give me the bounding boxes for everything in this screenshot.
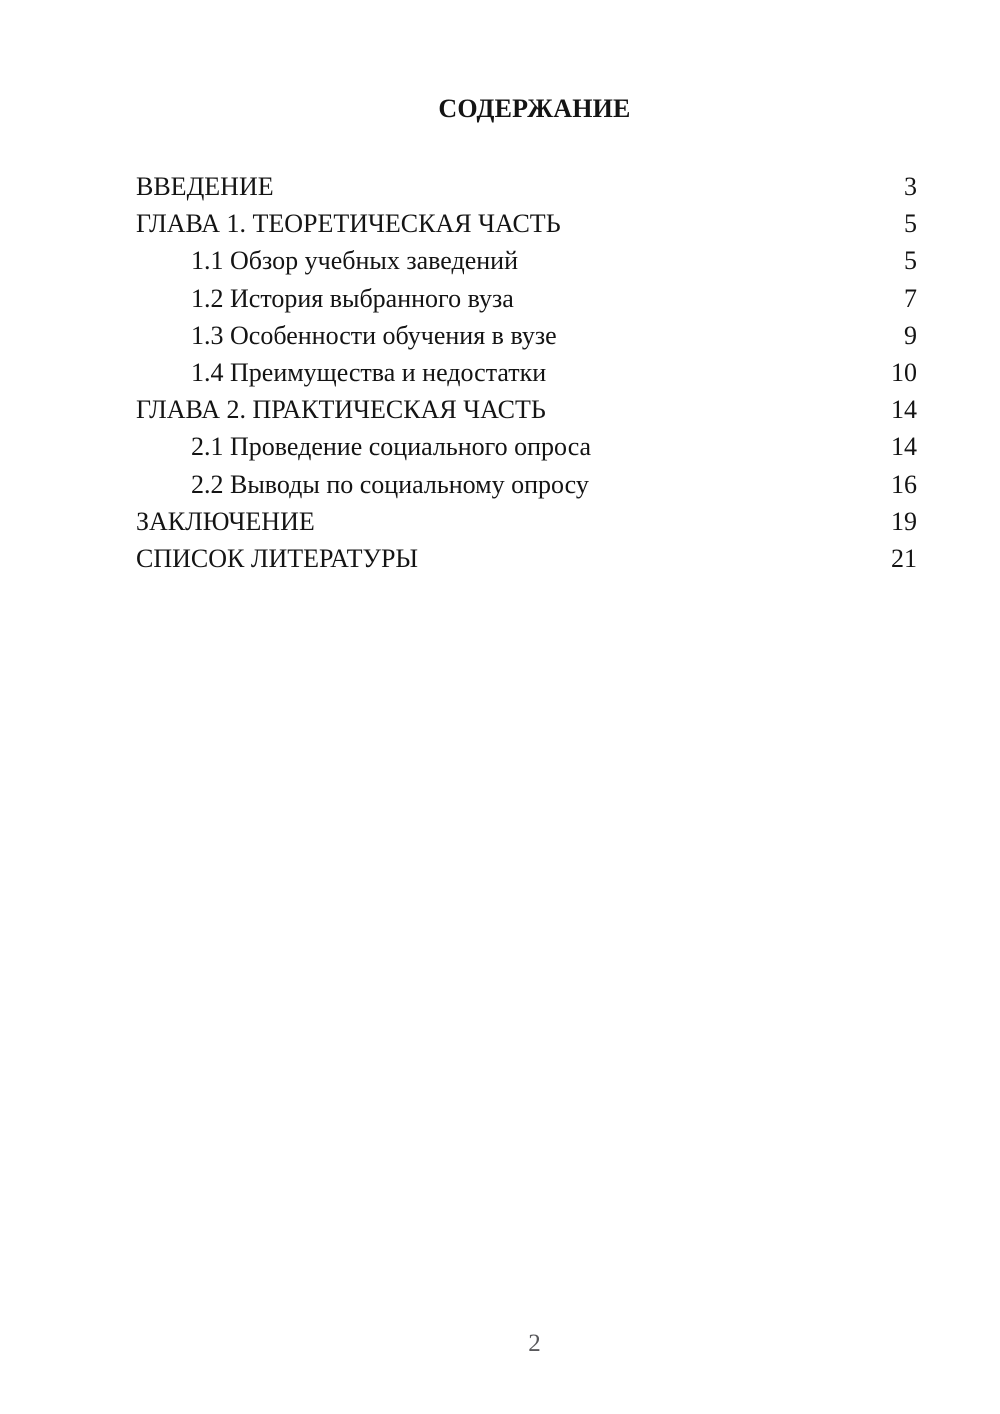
toc-entry-label: 2.1 Проведение социального опроса xyxy=(191,432,592,462)
toc-entry-label: ГЛАВА 1. ТЕОРЕТИЧЕСКАЯ ЧАСТЬ xyxy=(136,209,561,239)
page-title: СОДЕРЖАНИЕ xyxy=(438,94,631,123)
toc-entry xyxy=(136,242,917,279)
toc-entry-label: ГЛАВА 2. ПРАКТИЧЕСКАЯ ЧАСТЬ xyxy=(136,395,546,425)
toc-entry-label: 1.1 Обзор учебных заведений xyxy=(191,246,518,276)
toc-entry xyxy=(136,317,917,354)
toc-entry-label: 2.2 Выводы по социальному опросу xyxy=(191,469,589,499)
toc-entry xyxy=(136,428,917,465)
toc-entry xyxy=(136,205,917,242)
toc-entry-label: ЗАКЛЮЧЕНИЕ xyxy=(136,506,315,536)
toc-entry-page-number: 10 xyxy=(891,357,917,387)
toc-entry-page-number: 14 xyxy=(891,432,917,462)
toc-entry xyxy=(136,280,917,317)
toc-entry-label: 1.3 Особенности обучения в вузе xyxy=(191,320,557,350)
toc-entry xyxy=(136,168,917,205)
toc-entry-label: 1.4 Преимущества и недостатки xyxy=(191,357,547,387)
toc-entry-page-number: 21 xyxy=(891,543,917,573)
toc-entry-page-number: 16 xyxy=(891,469,917,499)
toc-entry-label: ВВЕДЕНИЕ xyxy=(136,172,274,201)
toc-entry-page-number: 3 xyxy=(904,172,917,201)
toc-entry-page-number: 9 xyxy=(904,320,917,350)
toc-entry xyxy=(136,503,917,540)
toc-entry-page-number: 14 xyxy=(891,395,917,425)
footer-page-number: 2 xyxy=(528,1330,541,1357)
toc-entry-label: 1.2 История выбранного вуза xyxy=(191,283,514,313)
toc-entry-page-number: 5 xyxy=(904,209,917,239)
toc-entry-page-number: 19 xyxy=(891,506,917,536)
toc-list xyxy=(136,168,917,577)
toc-entry-label: СПИСОК ЛИТЕРАТУРЫ xyxy=(136,543,419,573)
toc-entry xyxy=(136,466,917,503)
toc-entry xyxy=(136,391,917,428)
toc-entry-page-number: 7 xyxy=(904,283,917,313)
toc-entry-page-number: 5 xyxy=(904,246,917,276)
toc-entry xyxy=(136,354,917,391)
toc-entry xyxy=(136,540,917,577)
